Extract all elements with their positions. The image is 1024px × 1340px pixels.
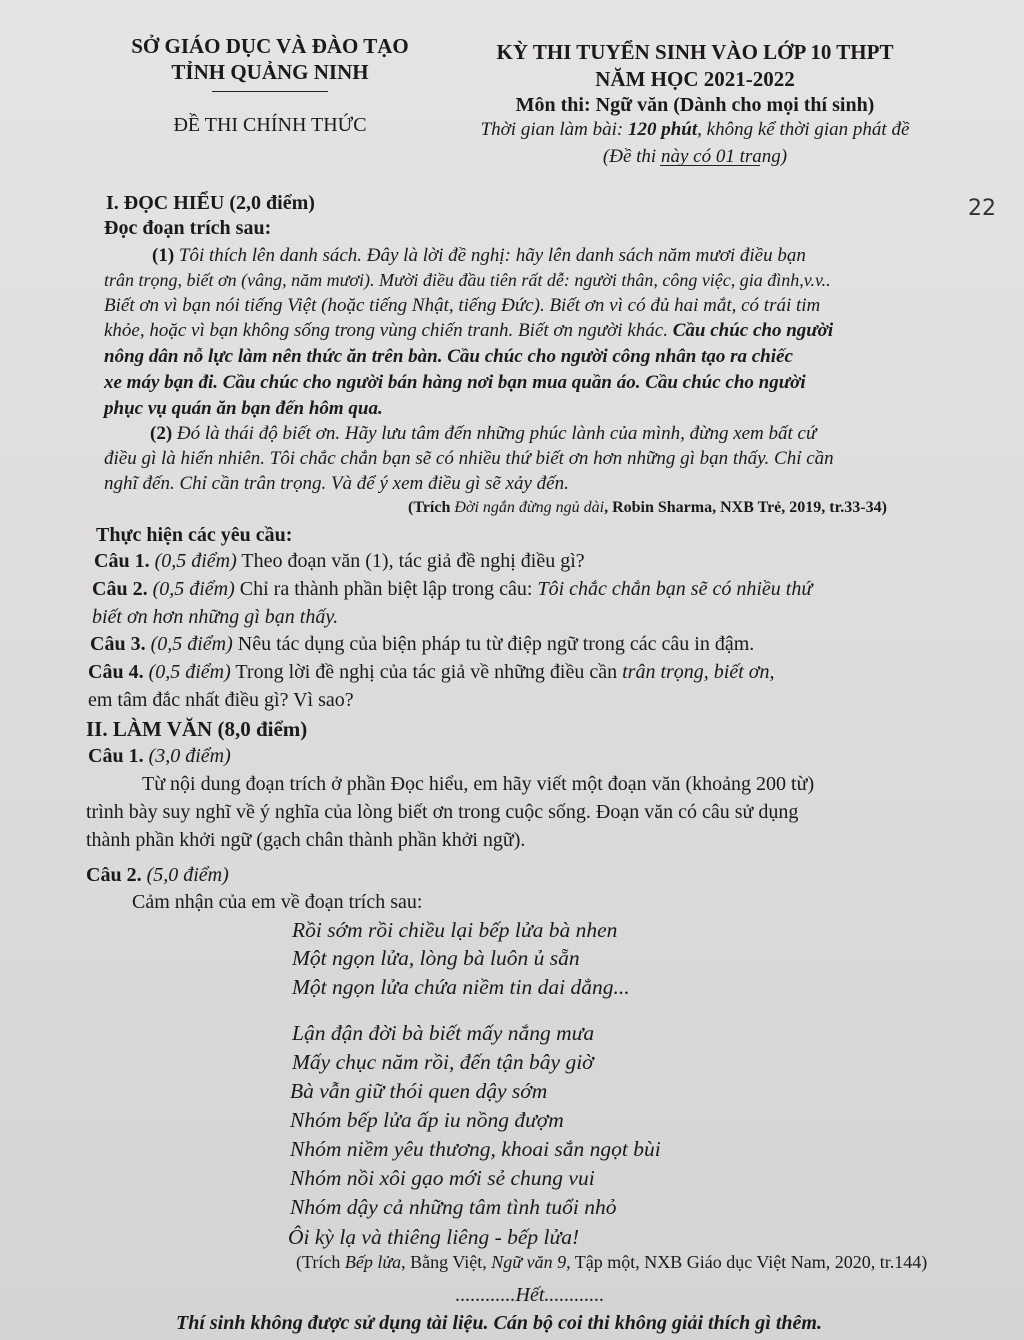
footer-note: Thí sinh không được sử dụng tài liệu. Cán bộ coi thi không giải thích gì thêm. <box>176 1312 822 1334</box>
question-italic: trân trọng, biết ơn, <box>622 661 775 683</box>
question-quote: Tôi chắc chắn bạn sẽ có nhiều thứ <box>537 578 813 600</box>
source-details: , Tập một, NXB Giáo dục Việt Nam, 2020, tr.144) <box>566 1252 928 1272</box>
poem-line: Mấy chục năm rồi, đến tận bây giờ <box>292 1050 594 1074</box>
question-label: Câu 1. <box>88 745 144 767</box>
poem-line: Một ngọn lửa, lòng bà luôn ủ sẵn <box>292 946 580 970</box>
question-4 <box>88 661 774 684</box>
essay-question-2 <box>86 864 229 887</box>
paragraph1-line <box>152 245 806 267</box>
time-note: , không kể thời gian phát đề <box>697 119 910 140</box>
question-label: Câu 3. <box>90 633 146 655</box>
question-label: Câu 1. <box>94 550 150 572</box>
question-score: (3,0 điểm) <box>143 745 231 767</box>
paragraph1-text: Tôi thích lên danh sách. Đây là lời đề nghị: hãy lên danh sách năm mươi điều bạn <box>174 245 806 266</box>
question-4-continuation: em tâm đắc nhất điều gì? Vì sao? <box>88 689 354 711</box>
essay-1-line: trình bày suy nghĩ về ý nghĩa của lòng biết ơn trong cuộc sống. Đoạn văn có câu sử dụng <box>86 801 799 823</box>
question-text: Nêu tác dụng của biện pháp tu từ điệp ngữ trong các câu in đậm. <box>232 633 755 655</box>
bold-line: xe máy bạn đi. Cầu chúc cho người bán hàng nơi bạn mua quần áo. Cầu chúc cho người <box>104 372 806 393</box>
source-prefix: (Trích <box>408 499 455 516</box>
essay-1-line: Từ nội dung đoạn trích ở phần Đọc hiểu, em hãy viết một đoạn văn (khoảng 200 từ) <box>142 773 815 795</box>
source-author: , Bằng Việt, <box>401 1252 492 1272</box>
poem-line: Bà vẫn giữ thói quen dậy sớm <box>290 1079 548 1103</box>
question-score: (0,5 điểm) <box>147 578 235 600</box>
paragraph1-line: trân trọng, biết ơn (vâng, năm mươi). Mười điều đầu tiên rất dễ: người thân, công việc, gia đình,v.v.. <box>104 270 831 290</box>
bold-phrase: Cầu chúc cho người <box>672 320 834 341</box>
question-score: (0,5 điểm) <box>145 633 233 655</box>
question-text: Theo đoạn văn (1), tác giả đề nghị điều gì? <box>236 550 585 572</box>
paragraph2-line <box>150 423 816 445</box>
time-label: Thời gian làm bài: <box>480 119 628 140</box>
time-value: 120 phút <box>627 119 698 140</box>
poem-line: Một ngọn lửa chứa niềm tin dai dẳng... <box>292 975 630 999</box>
question-label: Câu 4. <box>88 661 144 683</box>
part1-intro: Đọc đoạn trích sau: <box>104 217 272 239</box>
tasks-heading: Thực hiện các yêu cầu: <box>96 524 293 546</box>
paragraph2-label: (2) <box>150 423 173 444</box>
poem-line: Nhóm nồi xôi gạo mới sẻ chung vui <box>290 1166 595 1190</box>
poem-line: Ôi kỳ lạ và thiêng liêng - bếp lửa! <box>288 1225 580 1249</box>
header-underline <box>212 91 328 92</box>
subject-line: Môn thi: Ngữ văn (Dành cho mọi thí sinh) <box>515 94 875 116</box>
question-text: Chỉ ra thành phần biệt lập trong câu: <box>234 578 538 600</box>
paragraph1-line: Biết ơn vì bạn nói tiếng Việt (hoặc tiếng Nhật, tiếng Đức). Biết ơn vì có đủ hai mắt, có trái tim <box>104 295 821 316</box>
source-title: Đời ngắn đừng ngủ dài <box>454 499 605 516</box>
part2-heading: II. LÀM VĂN (8,0 điểm) <box>86 717 308 741</box>
paragraph1-label: (1) <box>152 245 175 266</box>
question-label: Câu 2. <box>86 864 142 886</box>
essay-question-1 <box>88 745 231 768</box>
question-text: Trong lời đề nghị của tác giả về những điều cần <box>230 661 623 683</box>
poem-line: Lận đận đời bà biết mấy nắng mưa <box>292 1021 595 1045</box>
question-1 <box>94 550 585 573</box>
essay-1-line: thành phần khởi ngữ (gạch chân thành phần khởi ngữ). <box>86 829 526 851</box>
poem-line: Nhóm bếp lửa ấp iu nồng đượm <box>290 1108 564 1132</box>
question-3 <box>90 633 754 656</box>
question-2-continuation: biết ơn hơn những gì bạn thấy. <box>92 606 339 628</box>
question-score: (5,0 điểm) <box>141 864 229 886</box>
province-name: TỈNH QUẢNG NINH <box>171 60 369 84</box>
source-prefix: (Trích <box>296 1252 345 1272</box>
question-score: (0,5 điểm) <box>143 661 231 683</box>
paragraph1-line <box>104 320 833 342</box>
question-label: Câu 2. <box>92 578 148 600</box>
handwritten-mark: 22 <box>968 196 996 221</box>
source-book: Ngữ văn 9 <box>491 1252 567 1272</box>
paragraph1-text: khỏe, hoặc vì bạn không sống trong vùng chiến tranh. Biết ơn người khác. <box>104 320 673 341</box>
source-details: , Robin Sharma, NXB Trẻ, 2019, tr.33-34) <box>604 499 887 516</box>
end-mark: ............Hết............ <box>455 1284 605 1306</box>
paragraph2-line: điều gì là hiển nhiên. Tôi chắc chắn bạn sẽ có nhiều thứ biết ơn hơn những gì bạn thấy. Chỉ cần <box>104 448 834 469</box>
paragraph2-text: Đó là thái độ biết ơn. Hãy lưu tâm đến những phúc lành của mình, đừng xem bất cứ <box>172 423 817 444</box>
page-count-line: (Đề thi này có 01 trang) <box>602 146 788 167</box>
official-exam-label: ĐỀ THI CHÍNH THỨC <box>173 114 367 136</box>
essay-2-intro: Cảm nhận của em về đoạn trích sau: <box>132 891 423 913</box>
exam-title: KỲ THI TUYỂN SINH VÀO LỚP 10 THPT <box>496 40 894 64</box>
bold-line: phục vụ quán ăn bạn đến hôm qua. <box>104 398 383 419</box>
question-score: (0,5 điểm) <box>149 550 237 572</box>
page-count-underline <box>660 165 760 166</box>
poem-line: Rồi sớm rồi chiều lại bếp lửa bà nhen <box>292 918 618 942</box>
time-line <box>440 119 950 141</box>
excerpt-source <box>408 499 887 517</box>
poem-line: Nhóm niềm yêu thương, khoai sắn ngọt bùi <box>290 1137 661 1161</box>
poem-source <box>296 1252 927 1273</box>
paragraph2-line: nghĩ đến. Chỉ cần trân trọng. Và để ý xem điều gì sẽ xảy đến. <box>104 473 569 494</box>
poem-line: Nhóm dậy cả những tâm tình tuổi nhỏ <box>290 1195 617 1219</box>
source-title: Bếp lửa <box>344 1252 402 1272</box>
question-2 <box>92 578 812 601</box>
school-year: NĂM HỌC 2021-2022 <box>595 67 795 91</box>
bold-line: nông dân nỗ lực làm nên thức ăn trên bàn. Cầu chúc cho người công nhân tạo ra chiếc <box>104 346 793 367</box>
department-name: SỞ GIÁO DỤC VÀ ĐÀO TẠO <box>131 34 409 58</box>
part1-heading: I. ĐỌC HIỂU (2,0 điểm) <box>106 192 315 214</box>
